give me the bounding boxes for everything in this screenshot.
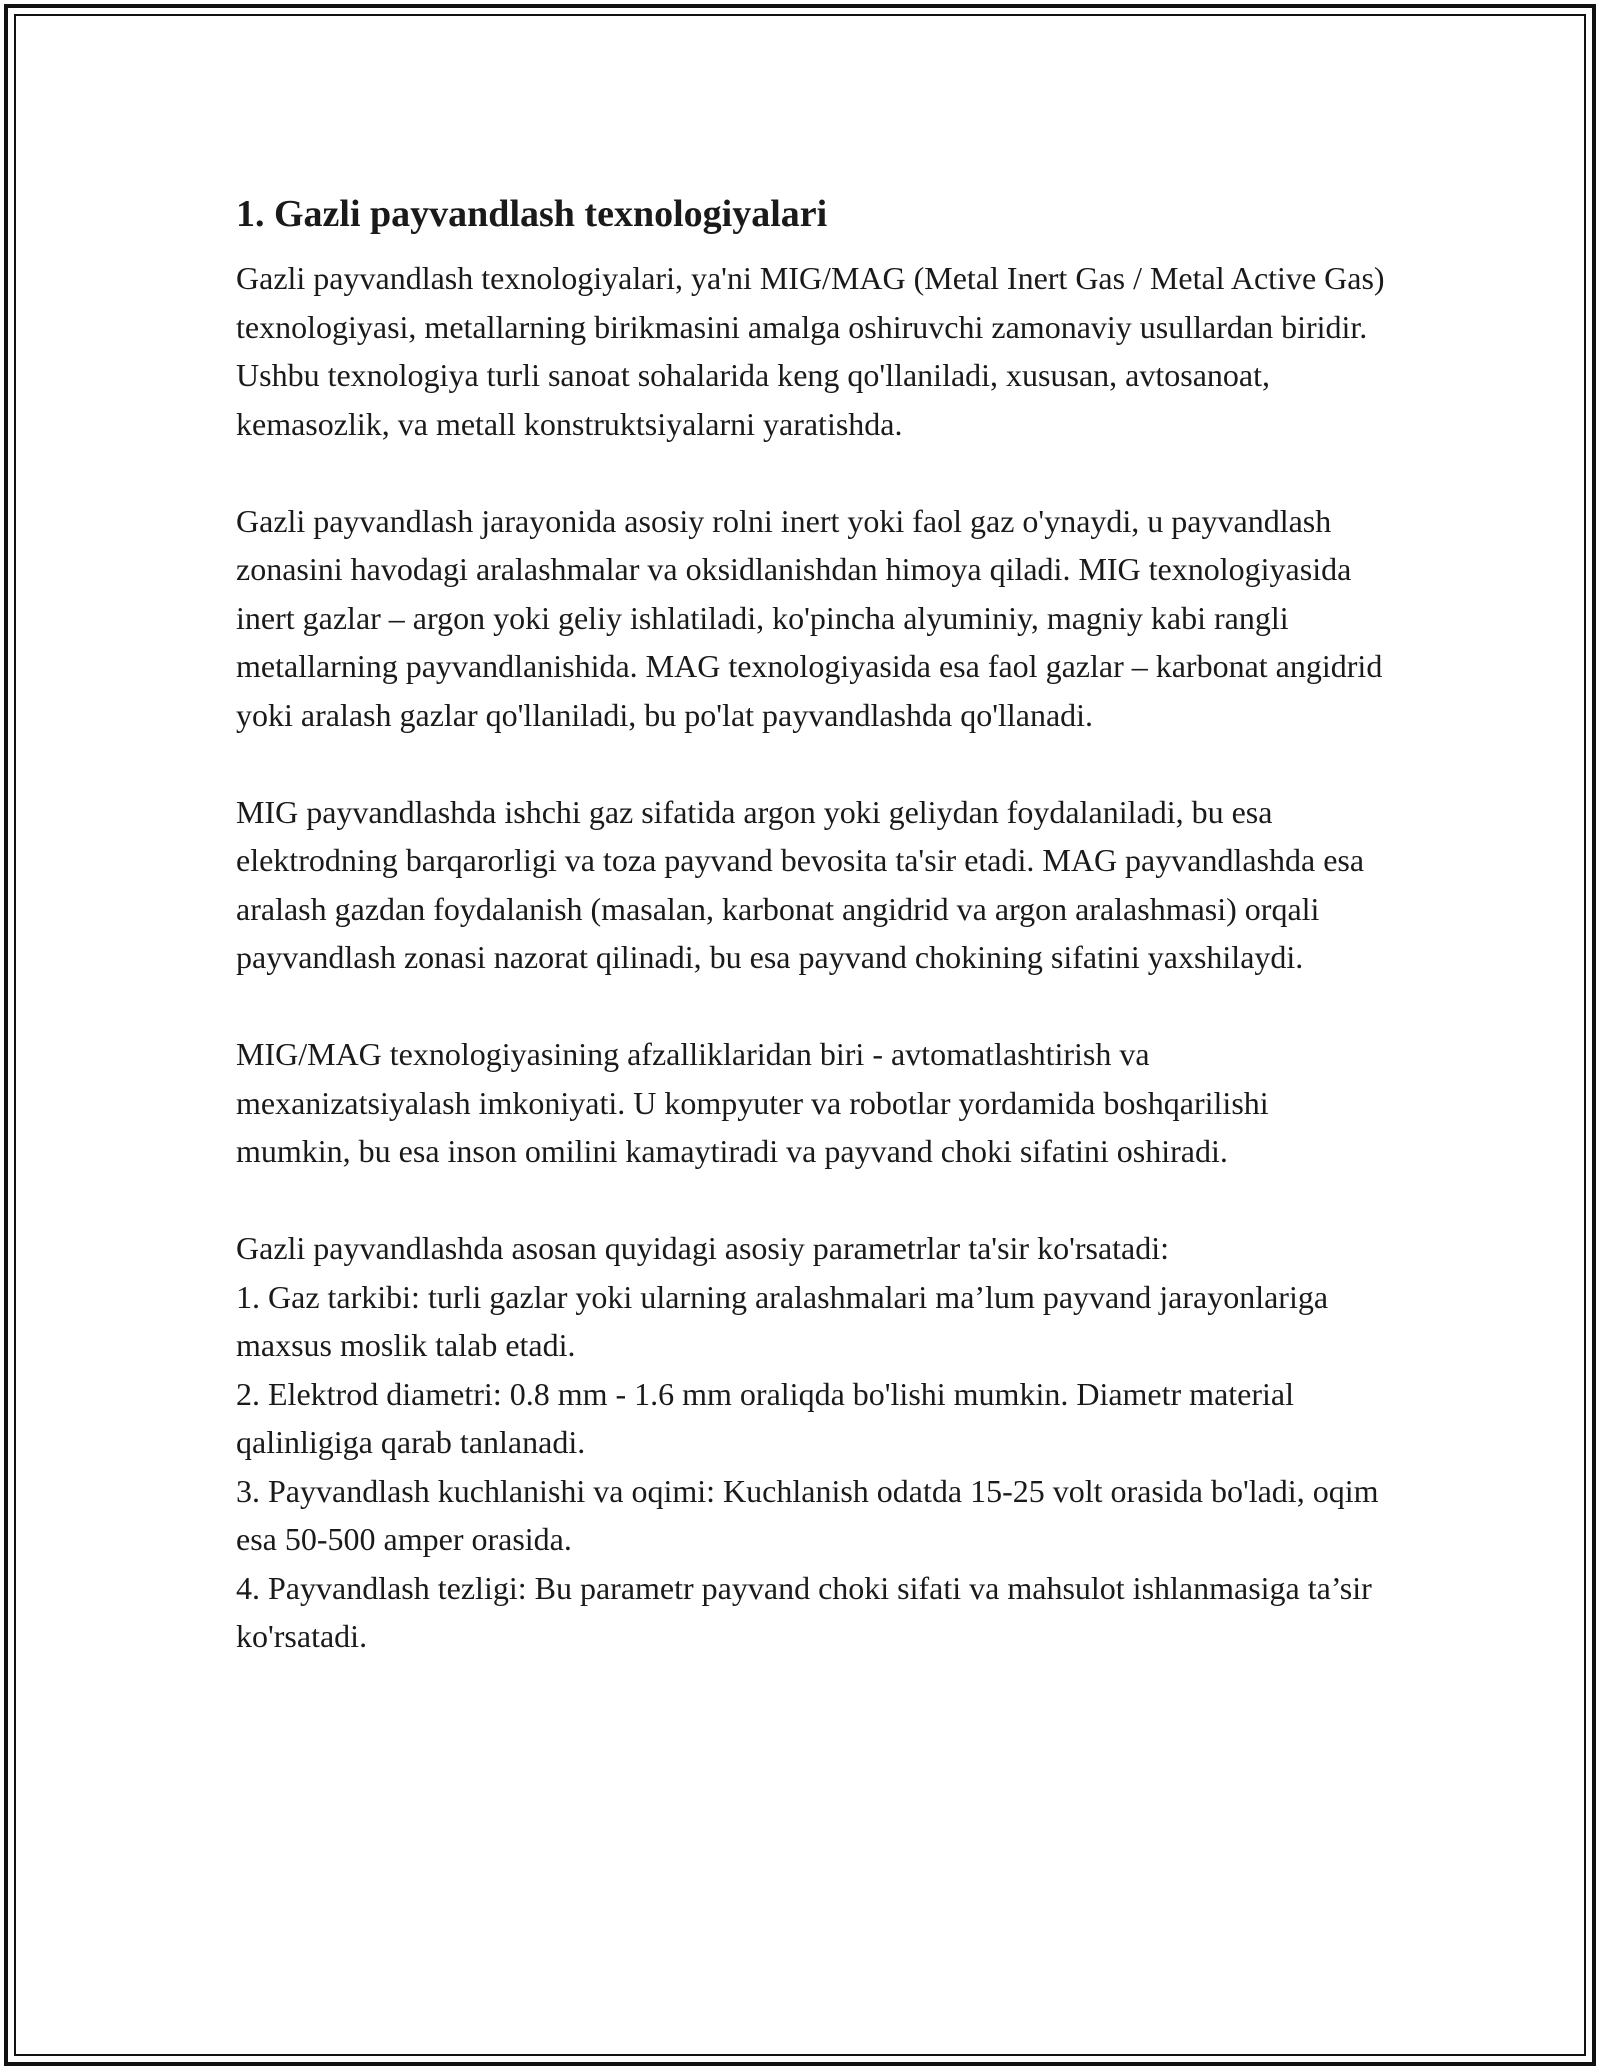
paragraph-mig-mag: MIG payvandlashda ishchi gaz sifatida argon yoki geliydan foydalaniladi, bu esa elektrodning barqarorligi va toza payvand bevosita ta'sir etadi. MAG payvandlashda esa aralash gazdan foydalanish (masalan, karbonat angidrid va argon aralashmasi) orqali payvandlash zonasi nazorat qilinadi, bu esa payvand chokining sifatini yaxshilaydi. [236,793,1365,975]
document-body [236,186,1386,1661]
list-item: 1. Gaz tarkibi: turli gazlar yoki ularning aralashmalari ma’lum payvand jarayonlariga maxsus moslik talab etadi. [236,1278,1329,1363]
list-item: 4. Payvandlash tezligi: Bu parametr payvand choki sifati va mahsulot ishlanmasiga ta’sir ko'rsatadi. [236,1569,1372,1654]
paragraph-gas-role: Gazli payvandlash jarayonida asosiy rolni inert yoki faol gaz o'ynaydi, u payvandlash zonasini havodagi aralashmalar va oksidlanishdan himoya qiladi. MIG texnologiyasida inert gazlar – argon yoki geliy ishlatiladi, ko'pincha alyuminiy, magniy kabi rangli metallarning payvandlanishida. MAG texnologiyasida esa faol gazlar – karbonat angidrid yoki aralash gazlar qo'llaniladi, bu po'lat payvandlashda qo'llanadi. [236,502,1383,733]
paragraph-intro: Gazli payvandlash texnologiyalari, ya'ni MIG/MAG (Metal Inert Gas / Metal Active Gas) texnologiyasi, metallarning birikmasini amalga oshiruvchi zamonaviy usullardan biridir. Ushbu texnologiya turli sanoat sohalarida keng qo'llaniladi, xususan, avtosanoat, kemasozlik, va metall konstruktsiyalarni yaratishda. [236,260,1385,442]
parameters-list [236,1224,1386,1661]
parameters-intro: Gazli payvandlashda asosan quyidagi asosiy parametrlar ta'sir ko'rsatadi: [236,1230,1170,1266]
section-heading: 1. Gazli payvandlash texnologiyalari [236,193,828,235]
list-item: 3. Payvandlash kuchlanishi va oqimi: Kuchlanish odatda 15-25 volt orasida bo'ladi, oqim esa 50-500 amper orasida. [236,1472,1379,1557]
list-item: 2. Elektrod diametri: 0.8 mm - 1.6 mm oraliqda bo'lishi mumkin. Diametr material qalinligiga qarab tanlanadi. [236,1375,1294,1460]
paragraph-automation: MIG/MAG texnologiyasining afzalliklaridan biri - avtomatlashtirish va mexanizatsiyalash imkoniyati. U kompyuter va robotlar yordamida boshqarilishi mumkin, bu esa inson omilini kamaytiradi va payvand choki sifatini oshiradi. [236,1036,1269,1169]
